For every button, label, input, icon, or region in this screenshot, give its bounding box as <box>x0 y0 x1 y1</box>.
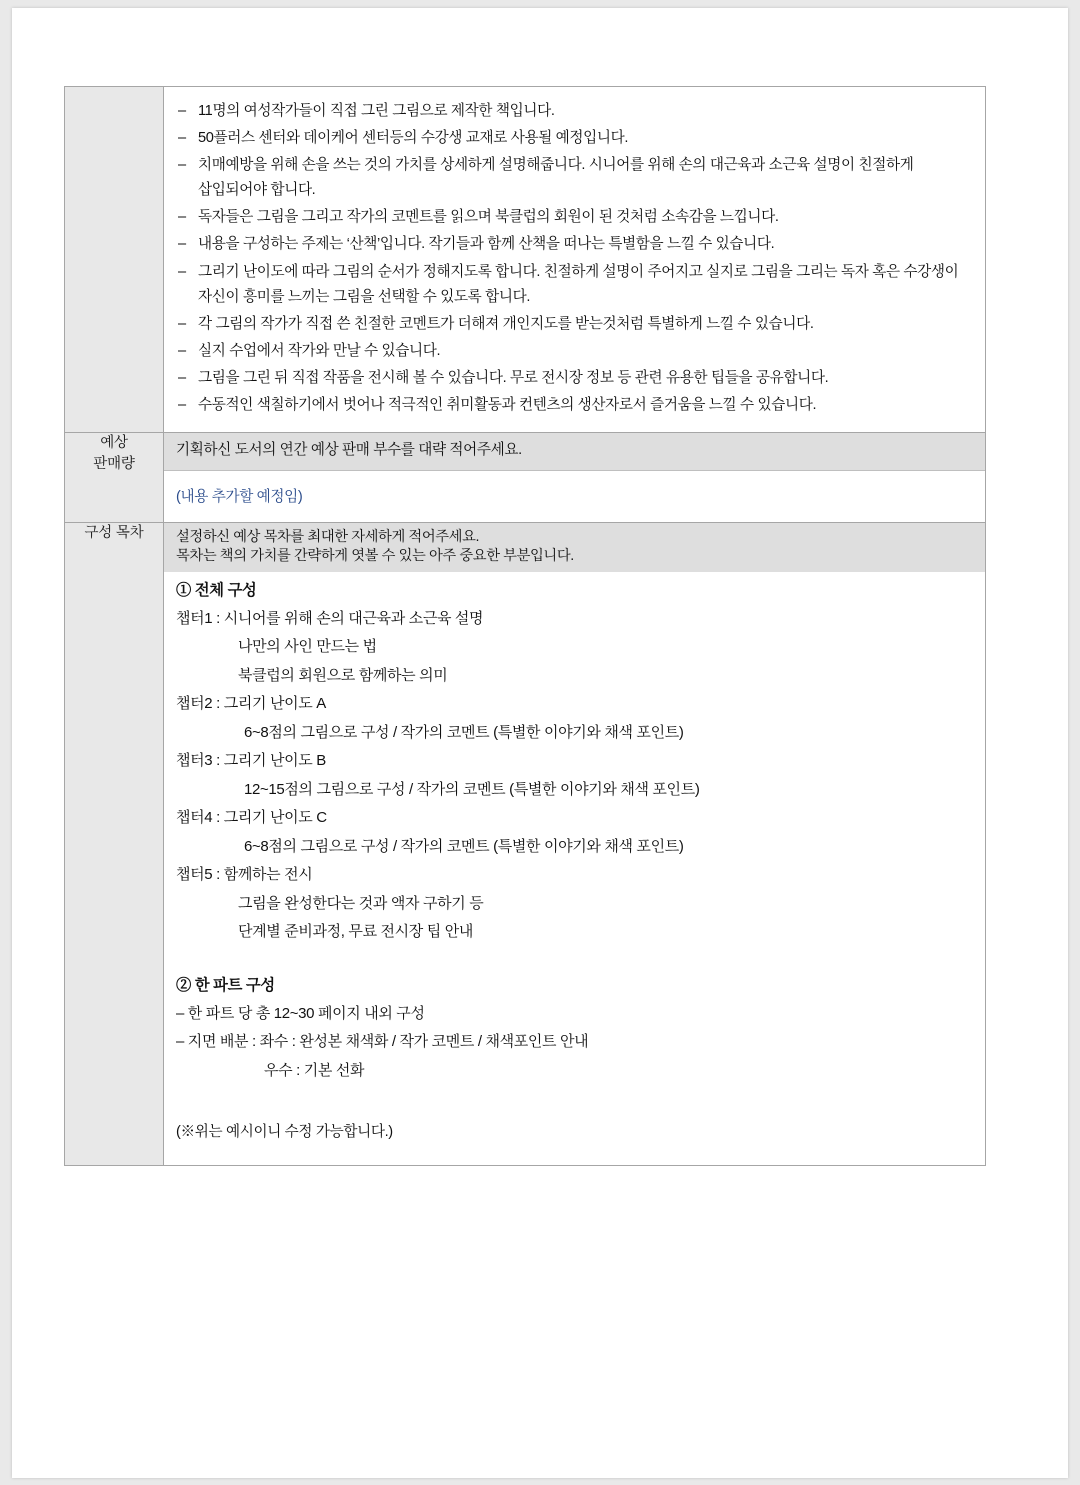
list-item-text: 수동적인 색칠하기에서 벗어나 적극적인 취미활동과 컨텐츠의 생산자로서 즐거움을 느낄 수 있습니다. <box>198 397 817 414</box>
proposal-table <box>64 86 986 1166</box>
table-row <box>65 433 986 523</box>
list-item-text: 그리기 난이도에 따라 그림의 순서가 정해지도록 합니다. 친절하게 설명이 주어지고 실지로 그림을 그리는 독자 혹은 수강생이 자신이 흥미를 느끼는 그림을 선택할 수 있도록 합니다. <box>198 263 959 305</box>
chapter-sub: 북클럽의 회원으로 함께하는 의미 <box>238 666 448 684</box>
row-label-empty <box>65 87 164 433</box>
toc-prompt <box>164 523 985 572</box>
list-item <box>178 99 971 124</box>
dash-marker: – <box>178 369 186 386</box>
chapter-sub: 그림을 완성한다는 것과 액자 구하기 등 <box>238 894 484 912</box>
list-item-text: 독자들은 그림을 그리고 작가의 코멘트를 읽으며 북클럽의 회원이 된 것처럼 소속감을 느낍니다. <box>198 209 779 226</box>
list-item <box>178 366 971 391</box>
sales-value: (내용 추가할 예정임) <box>176 489 303 506</box>
chapter-sub: 단계별 준비과정, 무료 전시장 팁 안내 <box>238 923 474 941</box>
list-item-text: 11명의 여성작가들이 직접 그린 그림으로 제작한 책입니다. <box>198 103 555 119</box>
part-line: – 한 파트 당 총 12~30 페이지 내외 구성 <box>176 1004 425 1022</box>
dash-marker: – <box>178 342 186 359</box>
list-item <box>178 339 971 364</box>
list-item <box>178 126 971 151</box>
list-item <box>178 232 971 257</box>
sales-cell <box>164 433 986 523</box>
row-label-sales-line2: 판매량 <box>93 456 135 473</box>
chapter-title: 챕터2 : 그리기 난이도 A <box>176 695 326 713</box>
dash-marker: – <box>178 397 186 414</box>
toc-spacer <box>176 947 973 971</box>
list-item <box>178 260 971 310</box>
dash-marker: – <box>178 263 186 280</box>
sales-prompt: 기획하신 도서의 연간 예상 판매 부수를 대략 적어주세요. <box>164 433 985 471</box>
list-item-text: 그림을 그린 뒤 직접 작품을 전시해 볼 수 있습니다. 무로 전시장 정보 등 관련 유용한 팁들을 공유합니다. <box>198 369 829 386</box>
list-item-text: 실지 수업에서 작가와 만날 수 있습니다. <box>198 342 441 359</box>
row-label-sales-line1: 예상 <box>100 435 128 452</box>
row-label-sales <box>65 433 164 523</box>
row-label-toc: 구성 목차 <box>65 523 164 1166</box>
toc-body <box>164 572 985 1165</box>
list-item <box>178 205 971 230</box>
document-page <box>12 8 1068 1478</box>
part-line: – 지면 배분 : 좌수 : 완성본 채색화 / 작가 코멘트 / 채색포인트 안내 <box>176 1033 589 1051</box>
table-row <box>65 87 986 433</box>
dash-marker: – <box>178 157 186 174</box>
toc-heading-overall: ① 전체 구성 <box>176 581 257 599</box>
list-item-text: 각 그림의 작가가 직접 쓴 친절한 코멘트가 더해져 개인지도를 받는것처럼 특별하게 느낄 수 있습니다. <box>198 315 814 332</box>
list-item-text: 내용을 구성하는 주제는 ‘산책’입니다. 작기들과 함께 산책을 떠나는 특별함을 느낄 수 있습니다. <box>198 236 775 253</box>
dash-marker: – <box>178 209 186 226</box>
chapter-sub: 6~8점의 그림으로 구성 / 작가의 코멘트 (특별한 이야기와 채색 포인트) <box>244 723 684 741</box>
toc-heading-part: ② 한 파트 구성 <box>176 976 275 994</box>
chapter-sub: 나만의 사인 만드는 법 <box>238 638 377 656</box>
list-item-text: 50플러스 센터와 데이케어 센터등의 수강생 교재로 사용될 예정입니다. <box>198 130 629 147</box>
dash-marker: – <box>178 236 186 253</box>
dash-marker: – <box>178 103 186 119</box>
dash-marker: – <box>178 130 186 147</box>
chapter-sub: 12~15점의 그림으로 구성 / 작가의 코멘트 (특별한 이야기와 채색 포인트) <box>244 780 700 798</box>
chapter-title: 챕터5 : 함께하는 전시 <box>176 866 313 884</box>
toc-prompt-line2: 목차는 책의 가치를 간략하게 엿볼 수 있는 아주 중요한 부분입니다. <box>176 548 574 565</box>
toc-prompt-line1: 설정하신 예상 목차를 최대한 자세하게 적어주세요. <box>176 529 480 546</box>
table-row <box>65 523 986 1166</box>
chapter-sub: 6~8점의 그림으로 구성 / 작가의 코멘트 (특별한 이야기와 채색 포인트) <box>244 837 684 855</box>
features-cell <box>164 87 986 433</box>
chapter-title: 챕터3 : 그리기 난이도 B <box>176 752 326 770</box>
list-item <box>178 312 971 337</box>
toc-note: (※위는 예시이니 수정 가능합니다.) <box>176 1124 393 1141</box>
features-bullet-list <box>164 87 985 432</box>
dash-marker: – <box>178 315 186 332</box>
list-item <box>178 153 971 203</box>
list-item <box>178 393 971 418</box>
toc-cell <box>164 523 986 1166</box>
part-sub-line: 우수 : 기본 선화 <box>264 1061 365 1079</box>
chapter-title: 챕터1 : 시니어를 위해 손의 대근육과 소근육 설명 <box>176 609 484 627</box>
list-item-text: 치매예방을 위해 손을 쓰는 것의 가치를 상세하게 설명해줍니다. 시니어를 위해 손의 대근육과 소근육 설명이 친절하게 삽입되어야 합니다. <box>198 157 914 199</box>
chapter-title: 챕터4 : 그리기 난이도 C <box>176 809 327 827</box>
toc-spacer-2 <box>176 1085 973 1109</box>
